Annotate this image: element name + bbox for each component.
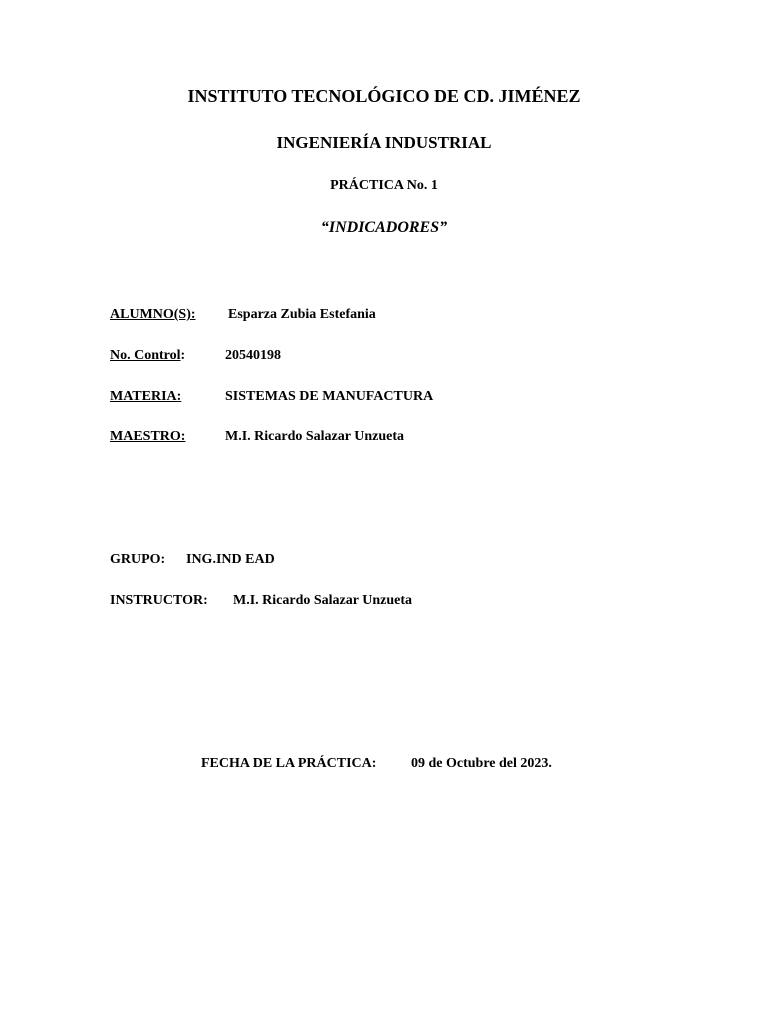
maestro-value: M.I. Ricardo Salazar Unzueta [225, 429, 404, 444]
grupo-label: GRUPO: [110, 552, 166, 567]
date-label: FECHA DE LA PRÁCTICA: [201, 756, 377, 771]
maestro-row [110, 429, 185, 445]
control-label: No. Control [110, 348, 181, 363]
grupo-value: ING.IND EAD [186, 552, 275, 567]
practice-number: PRÁCTICA No. 1 [330, 178, 438, 193]
practice-title: “INDICADORES” [320, 219, 448, 236]
materia-value: SISTEMAS DE MANUFACTURA [225, 389, 434, 404]
materia-row [110, 389, 181, 405]
materia-label: MATERIA: [110, 389, 182, 404]
career-name: INGENIERÍA INDUSTRIAL [276, 133, 492, 152]
institute-name: INSTITUTO TECNOLÓGICO DE CD. JIMÉNEZ [187, 86, 581, 106]
control-label-colon: : [180, 348, 186, 363]
control-row [110, 348, 185, 364]
alumno-row [110, 307, 196, 323]
control-value: 20540198 [225, 348, 281, 363]
alumno-value: Esparza Zubia Estefania [228, 307, 376, 322]
date-value: 09 de Octubre del 2023. [411, 756, 552, 771]
instructor-label: INSTRUCTOR: [110, 593, 208, 608]
maestro-label: MAESTRO: [110, 429, 186, 444]
alumno-label: ALUMNO(S): [110, 307, 196, 322]
instructor-value: M.I. Ricardo Salazar Unzueta [233, 593, 412, 608]
